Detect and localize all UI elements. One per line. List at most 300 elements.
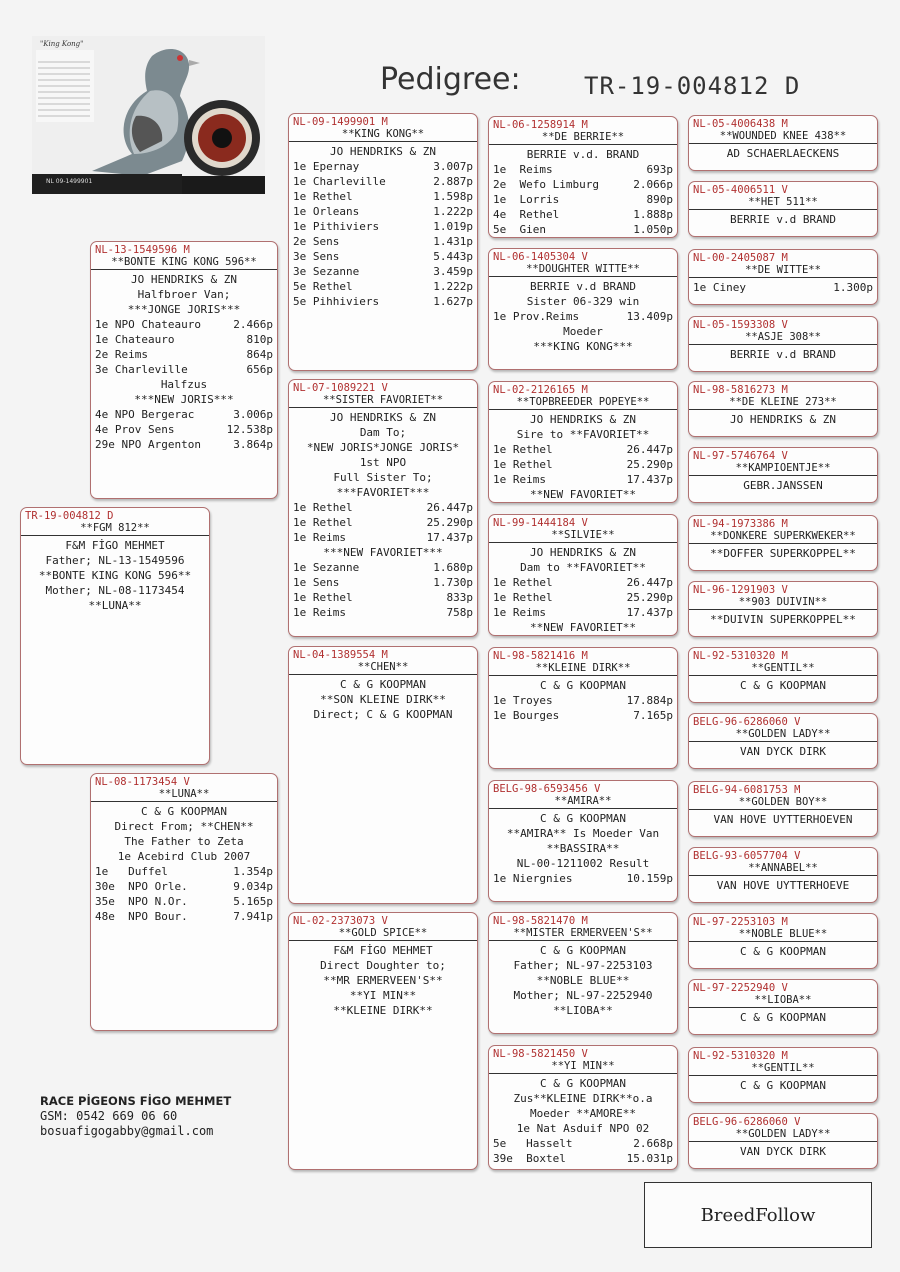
result-row <box>293 219 473 234</box>
pigeon-card-g16 <box>688 1113 878 1169</box>
result-birds: 2.066p <box>633 178 673 191</box>
result-race: 1e Rethel <box>293 591 353 604</box>
result-birds: 1.354p <box>233 865 273 878</box>
result-birds: 1.222p <box>433 205 473 218</box>
result-birds: 864p <box>246 348 273 361</box>
pigeon-card-sdd <box>488 514 678 636</box>
result-race: 1e Reims <box>493 606 546 619</box>
detail-line: **KLEINE DIRK** <box>333 1004 433 1017</box>
ring-number: BELG-96-6286060 V <box>693 716 801 728</box>
result-race: 1e Niergnies <box>493 872 573 885</box>
ring-number: NL-98-5821416 M <box>493 650 588 662</box>
pigeon-details <box>489 412 677 502</box>
detail-line: JO HENDRIKS & ZN <box>330 145 436 158</box>
ring-number: BELG-94-6081753 M <box>693 784 801 796</box>
result-row <box>95 347 273 362</box>
result-birds: 25.290p <box>626 458 673 471</box>
result-row <box>95 894 273 909</box>
detail-line: Direct Doughter to; <box>320 959 446 972</box>
ring-number: TR-19-004812 D <box>25 510 114 522</box>
result-birds: 890p <box>646 193 673 206</box>
pigeon-details <box>689 1078 877 1093</box>
result-birds: 656p <box>246 363 273 376</box>
result-birds: 1.888p <box>633 208 673 221</box>
detail-line: Father; NL-13-1549596 <box>45 554 185 567</box>
detail-line: Halfbroer Van; <box>137 288 231 301</box>
detail-line: The Father to Zeta <box>124 835 244 848</box>
result-birds: 26.447p <box>626 443 673 456</box>
photo-caption-top: "King Kong" <box>40 40 84 48</box>
pigeon-name: **GENTIL** <box>689 662 877 676</box>
pigeon-card-dss <box>488 647 678 769</box>
detail-line: C & G KOOPMAN <box>539 1077 627 1090</box>
pigeon-details <box>689 878 877 893</box>
ring-number: NL-07-1089221 V <box>293 382 388 394</box>
detail-line: Direct From; **CHEN** <box>114 820 254 833</box>
page-title: Pedigree: <box>380 62 521 97</box>
pigeon-name: **DE BERRIE** <box>489 131 677 145</box>
result-birds: 1.300p <box>833 281 873 294</box>
pigeon-card-g3 <box>688 249 878 305</box>
pigeon-details <box>489 279 677 354</box>
result-row <box>95 879 273 894</box>
detail-line: **BASSIRA** <box>546 842 620 855</box>
detail-line: **DUIVIN SUPERKOPPEL** <box>710 613 856 626</box>
detail-line: 1st NPO <box>359 456 407 469</box>
pigeon-card-dam <box>90 773 278 1031</box>
result-row <box>293 234 473 249</box>
detail-line: GEBR.JANSSEN <box>743 479 823 492</box>
result-row <box>95 362 273 377</box>
result-birds: 7.941p <box>233 910 273 923</box>
result-race: 5e Gien <box>493 223 546 236</box>
result-race: 5e Hasselt <box>493 1137 573 1150</box>
pigeon-details <box>689 1144 877 1159</box>
result-row <box>493 192 673 207</box>
pigeon-name: **WOUNDED KNEE 438** <box>689 130 877 144</box>
detail-line: ***KING KONG*** <box>533 340 633 353</box>
result-birds: 26.447p <box>626 576 673 589</box>
pigeon-name: **GOLDEN BOY** <box>689 796 877 810</box>
result-race: 1e Bourges <box>493 709 560 722</box>
ring-number: NL-92-5310320 M <box>693 650 788 662</box>
result-row <box>293 515 473 530</box>
pedigree-ring-number: TR-19-004812 D <box>584 72 801 100</box>
detail-line: Sire to **FAVORIET** <box>516 428 650 441</box>
pigeon-name: **ASJE 308** <box>689 331 877 345</box>
pigeon-details <box>289 144 477 309</box>
result-race: 3e Sens <box>293 250 340 263</box>
detail-line: **LIOBA** <box>553 1004 613 1017</box>
detail-line: **AMIRA** Is Moeder Van <box>506 827 660 840</box>
detail-line: **YI MIN** <box>349 989 417 1002</box>
result-row <box>493 457 673 472</box>
detail-line: F&M FİGO MEHMET <box>333 944 433 957</box>
pigeon-name: **YI MIN** <box>489 1060 677 1074</box>
detail-line: C & G KOOPMAN <box>539 944 627 957</box>
result-birds: 17.437p <box>426 531 473 544</box>
pigeon-card-subject <box>20 507 210 765</box>
ring-number: NL-96-1291903 V <box>693 584 788 596</box>
result-row <box>493 871 673 886</box>
result-birds: 1.627p <box>433 295 473 308</box>
result-row <box>293 560 473 575</box>
result-race: 2e Sens <box>293 235 340 248</box>
pigeon-details <box>689 944 877 959</box>
result-race: 1e Chateauro <box>95 333 175 346</box>
pigeon-card-ds <box>288 646 478 904</box>
pigeon-details <box>489 678 677 723</box>
pigeon-details <box>289 943 477 1018</box>
pigeon-card-g11 <box>688 781 878 837</box>
result-row <box>293 279 473 294</box>
pigeon-card-g5 <box>688 381 878 437</box>
result-row <box>293 294 473 309</box>
result-birds: 17.884p <box>626 694 673 707</box>
pigeon-details <box>689 212 877 227</box>
result-birds: 7.165p <box>633 709 673 722</box>
result-birds: 3.007p <box>433 160 473 173</box>
result-row <box>293 500 473 515</box>
pigeon-name: **BONTE KING KONG 596** <box>91 256 277 270</box>
result-birds: 10.159p <box>626 872 673 885</box>
ring-number: NL-97-5746764 V <box>693 450 788 462</box>
pigeon-card-g6 <box>688 447 878 503</box>
pigeon-name: **TOPBREEDER POPEYE** <box>489 396 677 410</box>
detail-line: ***NEW JORIS*** <box>134 393 234 406</box>
photo-caption-bottom: NL 09-1499901 <box>46 178 93 185</box>
ring-number: BELG-98-6593456 V <box>493 783 601 795</box>
result-row <box>493 162 673 177</box>
pigeon-name: **DOUGHTER WITTE** <box>489 263 677 277</box>
pigeon-name: **ANNABEL** <box>689 862 877 876</box>
result-birds: 15.031p <box>626 1152 673 1165</box>
ring-number: NL-98-5821470 M <box>493 915 588 927</box>
result-row <box>293 590 473 605</box>
owner-name: RACE PİGEONS FİGO MEHMET <box>40 1094 232 1108</box>
detail-line: BERRIE v.d BRAND <box>730 348 836 361</box>
pigeon-name: **AMIRA** <box>489 795 677 809</box>
result-birds: 758p <box>446 606 473 619</box>
detail-line: Moeder **AMORE** <box>530 1107 636 1120</box>
pigeon-card-g10 <box>688 713 878 769</box>
result-row <box>493 693 673 708</box>
ring-number: NL-98-5816273 M <box>693 384 788 396</box>
detail-line: VAN DYCK DIRK <box>739 1145 827 1158</box>
detail-line: Sister 06-329 win <box>526 295 640 308</box>
ring-number: NL-08-1173454 V <box>95 776 190 788</box>
pigeon-name: **903 DUIVIN** <box>689 596 877 610</box>
pigeon-details <box>289 410 477 620</box>
result-row <box>293 174 473 189</box>
result-race: 2e Reims <box>95 348 148 361</box>
result-row <box>95 422 273 437</box>
detail-line: VAN HOVE UYTTERHOEVEN <box>713 813 853 826</box>
pigeon-name: **GOLD SPICE** <box>289 927 477 941</box>
ring-number: NL-05-4006438 M <box>693 118 788 130</box>
pigeon-name: **KING KONG** <box>289 128 477 142</box>
result-race: 39e Boxtel <box>493 1152 566 1165</box>
result-race: 48e NPO Bour. <box>95 910 188 923</box>
pigeon-details <box>689 412 877 427</box>
pigeon-details <box>689 612 877 627</box>
pigeon-card-g9 <box>688 647 878 703</box>
result-birds: 1.598p <box>433 190 473 203</box>
result-row <box>493 1151 673 1166</box>
pigeon-card-dds <box>488 912 678 1034</box>
detail-line: Halfzus <box>160 378 208 391</box>
ring-number: NL-99-1444184 V <box>493 517 588 529</box>
result-race: 1e Rethel <box>493 443 553 456</box>
pigeon-card-sds <box>488 381 678 503</box>
ring-number: NL-97-2253103 M <box>693 916 788 928</box>
pigeon-card-ss <box>288 113 478 371</box>
ring-number: NL-05-4006511 V <box>693 184 788 196</box>
ring-number: NL-04-1389554 M <box>293 649 388 661</box>
result-birds: 25.290p <box>626 591 673 604</box>
result-race: 1e Ciney <box>693 281 746 294</box>
result-row <box>95 909 273 924</box>
result-race: 1e Lorris <box>493 193 560 206</box>
pigeon-details <box>489 943 677 1018</box>
pigeon-details <box>689 347 877 362</box>
result-row <box>493 442 673 457</box>
ring-number: NL-92-5310320 M <box>693 1050 788 1062</box>
detail-line: **NEW FAVORIET** <box>530 488 636 501</box>
detail-line: ***FAVORIET*** <box>336 486 430 499</box>
result-row <box>493 605 673 620</box>
detail-line: Mother; NL-97-2252940 <box>513 989 653 1002</box>
result-birds: 3.459p <box>433 265 473 278</box>
result-row <box>493 590 673 605</box>
detail-line: C & G KOOPMAN <box>539 679 627 692</box>
result-row <box>293 189 473 204</box>
pigeon-photo <box>32 36 265 194</box>
detail-line: VAN DYCK DIRK <box>739 745 827 758</box>
result-race: 1e Rethel <box>493 458 553 471</box>
detail-line: Full Sister To; <box>333 471 433 484</box>
detail-line: **DOFFER SUPERKOPPEL** <box>710 547 856 560</box>
result-race: 4e Rethel <box>493 208 560 221</box>
result-birds: 5.443p <box>433 250 473 263</box>
detail-line: BERRIE v.d. BRAND <box>526 148 640 161</box>
ring-number: NL-02-2373073 V <box>293 915 388 927</box>
result-birds: 693p <box>646 163 673 176</box>
pigeon-card-dsd <box>488 780 678 902</box>
detail-line: Moeder <box>563 325 603 338</box>
result-race: 2e Wefo Limburg <box>493 178 599 191</box>
result-birds: 3.864p <box>233 438 273 451</box>
result-row <box>95 407 273 422</box>
pigeon-name: **SISTER FAVORIET** <box>289 394 477 408</box>
result-race: 1e Rethel <box>293 501 353 514</box>
pigeon-name: **CHEN** <box>289 661 477 675</box>
result-birds: 2.668p <box>633 1137 673 1150</box>
detail-line: **SON KLEINE DIRK** <box>320 693 446 706</box>
detail-line: Dam to **FAVORIET** <box>520 561 646 574</box>
pigeon-name: **HET 511** <box>689 196 877 210</box>
result-race: 1e Reims <box>493 163 553 176</box>
pigeon-name: **SILVIE** <box>489 529 677 543</box>
result-row <box>293 605 473 620</box>
result-birds: 3.006p <box>233 408 273 421</box>
detail-line: C & G KOOPMAN <box>739 945 827 958</box>
result-race: 1e Orleans <box>293 205 360 218</box>
result-birds: 17.437p <box>626 606 673 619</box>
pigeon-details <box>689 812 877 827</box>
result-row <box>493 207 673 222</box>
pigeon-name: **FGM 812** <box>21 522 209 536</box>
pigeon-details <box>21 538 209 613</box>
pigeon-card-g7 <box>688 515 878 571</box>
ring-number: BELG-93-6057704 V <box>693 850 801 862</box>
pigeon-details <box>689 1010 877 1025</box>
pigeon-details <box>689 478 877 493</box>
pigeon-card-g8 <box>688 581 878 637</box>
result-row <box>493 472 673 487</box>
breedfollow-logo <box>644 1182 872 1248</box>
result-race: 1e Troyes <box>493 694 553 707</box>
pigeon-details <box>689 280 877 295</box>
result-birds: 1.222p <box>433 280 473 293</box>
detail-line: C & G KOOPMAN <box>739 1079 827 1092</box>
result-birds: 1.050p <box>633 223 673 236</box>
result-race: 1e Sezanne <box>293 561 360 574</box>
result-race: 1e Rethel <box>493 591 553 604</box>
result-race: 29e NPO Argenton <box>95 438 201 451</box>
brand-label: BreedFollow <box>700 1204 816 1226</box>
ring-number: NL-06-1405304 V <box>493 251 588 263</box>
ring-number: NL-09-1499901 M <box>293 116 388 128</box>
pigeon-name: **DONKERE SUPERKWEKER** <box>689 530 877 544</box>
ring-number: NL-94-1973386 M <box>693 518 788 530</box>
detail-line: 1e Acebird Club 2007 <box>117 850 251 863</box>
result-row <box>493 309 673 324</box>
ring-number: NL-06-1258914 M <box>493 119 588 131</box>
result-row <box>293 159 473 174</box>
detail-line: ***JONGE JORIS*** <box>127 303 241 316</box>
pigeon-card-g13 <box>688 913 878 969</box>
pigeon-name: **MISTER ERMERVEEN'S** <box>489 927 677 941</box>
pigeon-details <box>91 272 277 452</box>
result-birds: 25.290p <box>426 516 473 529</box>
result-row <box>693 280 873 295</box>
pigeon-details <box>689 744 877 759</box>
result-birds: 810p <box>246 333 273 346</box>
result-race: 1e Rethel <box>493 576 553 589</box>
result-race: 1e Charleville <box>293 175 386 188</box>
result-birds: 2.466p <box>233 318 273 331</box>
result-race: 1e Rethel <box>293 190 353 203</box>
detail-line: **NEW FAVORIET** <box>530 621 636 634</box>
result-race: 4e NPO Bergerac <box>95 408 195 421</box>
detail-line: JO HENDRIKS & ZN <box>530 546 636 559</box>
pigeon-details <box>489 811 677 886</box>
result-race: 35e NPO N.Or. <box>95 895 188 908</box>
pigeon-name: **LUNA** <box>91 788 277 802</box>
detail-line: **LUNA** <box>88 599 142 612</box>
detail-line: Father; NL-97-2253103 <box>513 959 653 972</box>
result-race: 1e Prov.Reims <box>493 310 580 323</box>
pigeon-name: **GENTIL** <box>689 1062 877 1076</box>
result-birds: 1.730p <box>433 576 473 589</box>
owner-email: bosuafigogabby@gmail.com <box>40 1124 214 1138</box>
result-row <box>293 575 473 590</box>
result-race: 1e Rethel <box>293 516 353 529</box>
result-birds: 2.887p <box>433 175 473 188</box>
result-row <box>493 1136 673 1151</box>
result-race: 1e Pithiviers <box>293 220 380 233</box>
result-row <box>95 437 273 452</box>
pigeon-details <box>689 678 877 693</box>
detail-line: *NEW JORIS*JONGE JORIS* <box>306 441 460 454</box>
result-race: 1e Reims <box>493 473 546 486</box>
pigeon-card-g4 <box>688 316 878 372</box>
detail-line: JO HENDRIKS & ZN <box>330 411 436 424</box>
ring-number: NL-97-2252940 V <box>693 982 788 994</box>
result-row <box>95 332 273 347</box>
ring-number: NL-05-1593308 V <box>693 319 788 331</box>
pigeon-card-g15 <box>688 1047 878 1103</box>
pigeon-card-g2 <box>688 181 878 237</box>
result-birds: 13.409p <box>626 310 673 323</box>
ring-number: NL-98-5821450 V <box>493 1048 588 1060</box>
pigeon-card-sd <box>288 379 478 637</box>
detail-line: 1e Nat Asduif NPO 02 <box>516 1122 650 1135</box>
detail-line: JO HENDRIKS & ZN <box>530 413 636 426</box>
result-row <box>293 530 473 545</box>
result-row <box>293 249 473 264</box>
detail-line: **MR ERMERVEEN'S** <box>323 974 443 987</box>
pigeon-details <box>489 147 677 237</box>
pigeon-details <box>91 804 277 924</box>
detail-line: JO HENDRIKS & ZN <box>730 413 836 426</box>
detail-line: C & G KOOPMAN <box>339 678 427 691</box>
result-birds: 9.034p <box>233 880 273 893</box>
detail-line: F&M FİGO MEHMET <box>65 539 165 552</box>
result-race: 3e Sezanne <box>293 265 360 278</box>
pigeon-card-g14 <box>688 979 878 1035</box>
detail-line: VAN HOVE UYTTERHOEVE <box>716 879 850 892</box>
result-race: 30e NPO Orle. <box>95 880 188 893</box>
result-race: 5e Rethel <box>293 280 353 293</box>
pigeon-name: **GOLDEN LADY** <box>689 1128 877 1142</box>
pigeon-details <box>289 677 477 722</box>
detail-line: BERRIE v.d BRAND <box>530 280 636 293</box>
result-race: 1e Reims <box>293 606 346 619</box>
detail-line: BERRIE v.d BRAND <box>730 213 836 226</box>
pigeon-card-g12 <box>688 847 878 903</box>
pigeon-card-sss <box>488 116 678 238</box>
result-birds: 1.019p <box>433 220 473 233</box>
detail-line: ***NEW FAVORIET*** <box>323 546 443 559</box>
owner-info <box>40 1094 231 1139</box>
pigeon-details <box>489 545 677 635</box>
detail-line: C & G KOOPMAN <box>140 805 228 818</box>
result-race: 5e Pihhiviers <box>293 295 380 308</box>
detail-line: C & G KOOPMAN <box>739 679 827 692</box>
ring-number: NL-02-2126165 M <box>493 384 588 396</box>
result-birds: 5.165p <box>233 895 273 908</box>
detail-line: AD SCHAERLAECKENS <box>726 147 840 160</box>
pigeon-card-g1 <box>688 115 878 171</box>
pigeon-image <box>32 36 265 194</box>
result-birds: 26.447p <box>426 501 473 514</box>
detail-line: **NOBLE BLUE** <box>536 974 630 987</box>
pigeon-card-ssd <box>488 248 678 370</box>
result-row <box>493 222 673 237</box>
owner-phone: GSM: 0542 669 06 60 <box>40 1109 178 1123</box>
